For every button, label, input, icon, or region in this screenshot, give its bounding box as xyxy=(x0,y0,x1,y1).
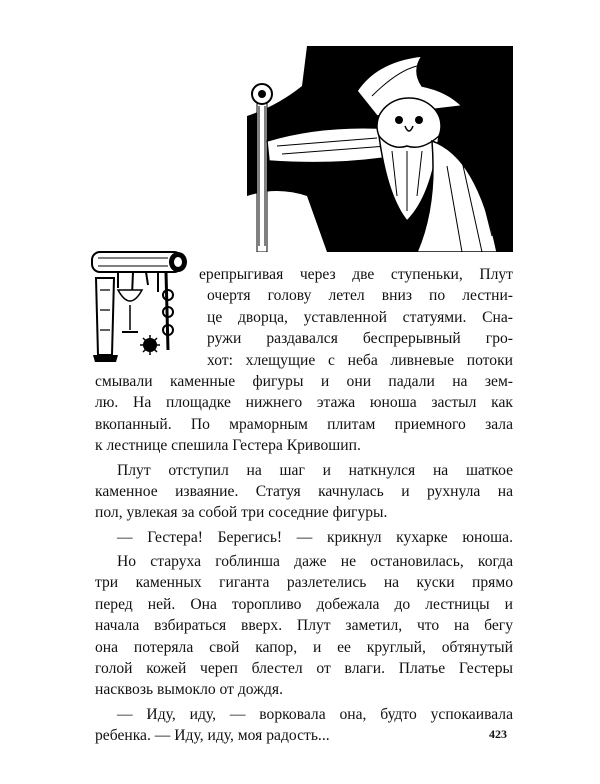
text-line: к лестнице спешила Гестера Кривошип. xyxy=(95,437,361,455)
text-line: ребенка. — Иду, иду, моя радость... xyxy=(95,727,330,745)
goblin-illustration xyxy=(247,46,513,252)
text-line: насквозь вымокло от дождя. xyxy=(95,681,283,699)
text-line: смывали каменные фигуры и они падали на зем- xyxy=(95,372,513,390)
text-line: каменное изваяние. Статуя качнулась и рухнула на xyxy=(95,482,513,500)
page-number: 423 xyxy=(489,727,507,741)
text-line: це дворца, уставленной статуями. Сна- xyxy=(207,308,513,326)
text-line: — Иду, иду, — ворковала она, будто успокаивала xyxy=(117,705,513,723)
text-line: Но старуха гоблинша даже не остановилась, когда xyxy=(117,553,513,571)
text-line: она потеряла свой капор, и ее круглый, обтянутый xyxy=(95,638,513,656)
text-line: пол, увлекая за собой три соседние фигуры. xyxy=(95,504,388,522)
text-line: лю. На площадке нижнего этажа юноша застыл как xyxy=(95,394,513,412)
text-line: ерепрыгивая через две ступеньки, Плут xyxy=(199,266,513,283)
text-line: хот: хлещущие с неба ливневые потоки xyxy=(207,351,513,369)
text-line: перед ней. Она торопливо добежала до лестницы и xyxy=(95,595,513,613)
text-line: начала взбираться вверх. Плут заметил, что на бегу xyxy=(95,617,513,635)
goblin-figure-drawing xyxy=(247,46,513,252)
text-line: Плут отступил на шаг и наткнулся на шаткое xyxy=(117,461,513,479)
text-line: голой кожей череп блестел от влаги. Платье Гестеры xyxy=(95,660,513,678)
text-line: очертя голову летел вниз по лестни- xyxy=(207,287,513,305)
page-text xyxy=(95,264,513,747)
text-line: три каменных гиганта разлетелись на куски прямо xyxy=(95,574,513,592)
text-line: — Гестера! Берегись! — крикнул кухарке юноша. xyxy=(117,528,513,546)
text-line: вкопанный. По мраморным плитам приемного зала xyxy=(95,415,513,433)
text-line: ружи раздавался беспрерывный гро- xyxy=(207,330,513,348)
